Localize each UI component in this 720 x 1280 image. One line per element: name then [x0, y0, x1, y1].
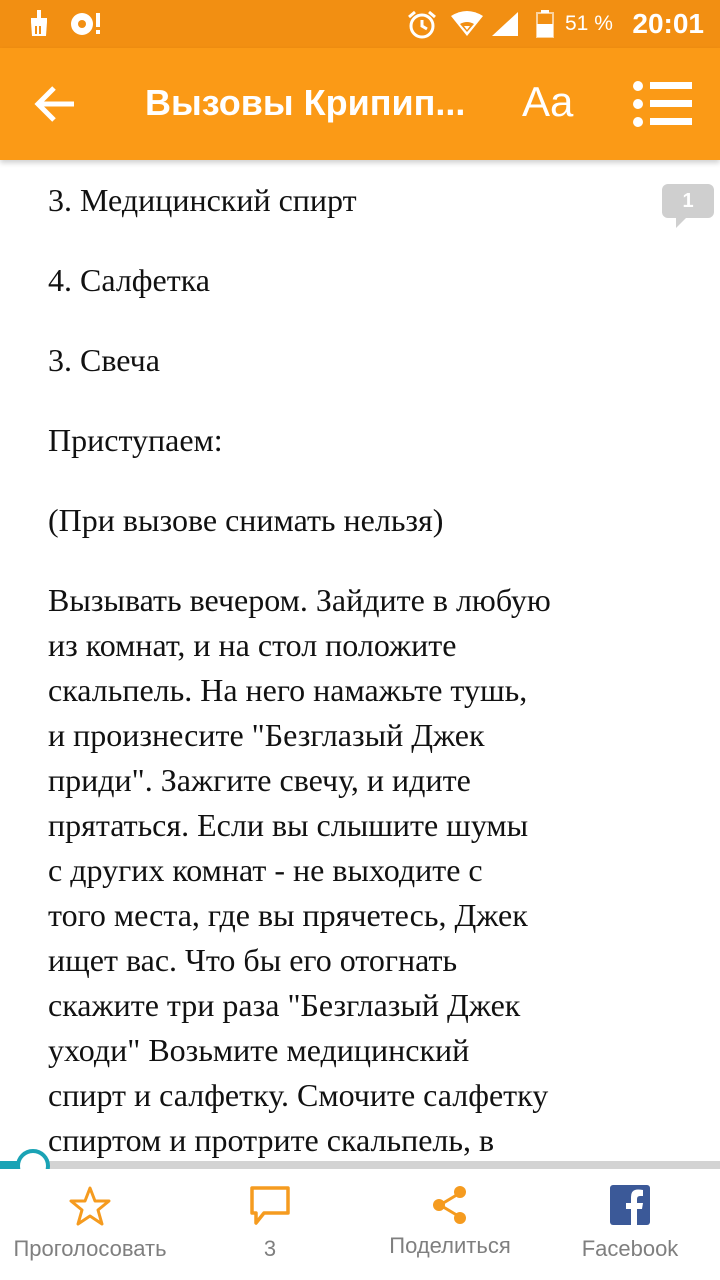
paragraph-line: приди". Зажгите свечу, и идите: [48, 762, 471, 798]
signal-icon: [488, 10, 520, 43]
paragraph-line: того места, где вы прячетесь, Джек: [48, 897, 528, 933]
bubble-tail: [676, 218, 686, 228]
comment-icon: [248, 1185, 292, 1227]
comments-button[interactable]: [180, 1169, 360, 1280]
font-size-button[interactable]: Aa: [522, 78, 574, 125]
sync-icon: [68, 10, 102, 43]
app-bar: [0, 48, 720, 160]
story-content: [48, 160, 648, 1162]
back-arrow-icon: [30, 78, 82, 130]
facebook-button[interactable]: [540, 1169, 720, 1280]
vote-label: Проголосовать: [13, 1236, 167, 1261]
alarm-icon: [406, 10, 438, 45]
page-title: Вызовы Крипип...: [145, 82, 466, 123]
bottom-action-bar: [0, 1169, 720, 1280]
paragraph-line: и произнесите "Безглазый Джек: [48, 717, 485, 753]
paragraph-line: спирт и салфетку. Смочите салфетку: [48, 1077, 549, 1113]
battery-icon: [536, 10, 554, 43]
reading-progress-bar[interactable]: [0, 1161, 720, 1169]
wifi-icon: [450, 10, 484, 43]
star-icon: [69, 1185, 111, 1227]
story-paragraph: [48, 578, 648, 1162]
paragraph-line: скажите три раза "Безглазый Джек: [48, 987, 521, 1023]
cleaner-icon: [28, 10, 50, 41]
menu-list-icon: [632, 80, 694, 128]
story-line: (При вызове снимать нельзя): [48, 502, 444, 538]
share-icon: [430, 1185, 470, 1225]
comment-count: 1: [682, 190, 694, 212]
facebook-label: Facebook: [581, 1236, 679, 1261]
facebook-icon: [610, 1185, 650, 1225]
story-line: 3. Медицинский спирт: [48, 182, 357, 218]
paragraph-line: скальпель. На него намажьте тушь,: [48, 672, 528, 708]
share-button[interactable]: [360, 1169, 540, 1280]
paragraph-line: прятаться. Если вы слышите шумы: [48, 807, 529, 843]
contents-menu-button[interactable]: [632, 80, 694, 128]
vote-button[interactable]: [0, 1169, 180, 1280]
status-bar: [0, 0, 720, 48]
paragraph-line: с других комнат - не выходите с: [48, 852, 483, 888]
paragraph-line: из комнат, и на стол положите: [48, 627, 457, 663]
story-line: Приступаем:: [48, 422, 223, 458]
paragraph-line: ищет вас. Что бы его отогнать: [48, 942, 458, 978]
paragraph-line: спиртом и протрите скальпель, в: [48, 1122, 495, 1158]
clock: 20:01: [632, 8, 704, 39]
paragraph-comment-badge[interactable]: [662, 184, 714, 218]
comments-count: 3: [263, 1236, 277, 1261]
story-line: 4. Салфетка: [48, 262, 210, 298]
story-line: 3. Свеча: [48, 342, 160, 378]
paragraph-line: уходи" Возьмите медицинский: [48, 1032, 470, 1068]
share-label: Поделиться: [389, 1233, 511, 1258]
paragraph-line: Вызывать вечером. Зайдите в любую: [48, 582, 551, 618]
back-button[interactable]: [30, 78, 82, 130]
battery-percent: 51 %: [565, 12, 613, 35]
